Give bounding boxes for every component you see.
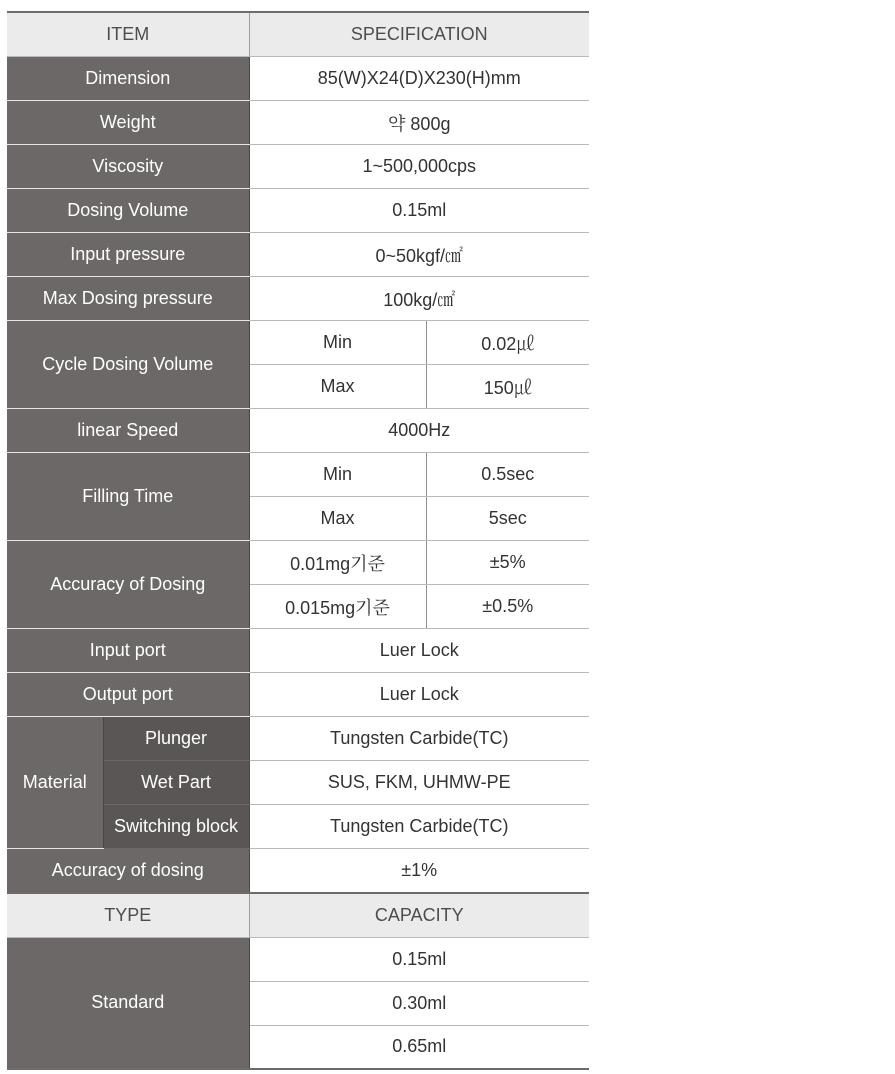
material-plunger-value: Tungsten Carbide(TC): [249, 717, 589, 761]
table-row: [7, 849, 589, 893]
capacity-header: CAPACITY: [249, 893, 589, 938]
table-row: [7, 453, 589, 497]
table-row: [7, 101, 589, 145]
row-label-accuracy-of-dosing: Accuracy of Dosing: [7, 541, 249, 629]
row-value-dimension: 85(W)X24(D)X230(H)mm: [249, 57, 589, 101]
cycle-min-value: 0.02㎕: [426, 321, 589, 365]
accuracy-condition-1: 0.01mg기준: [249, 541, 426, 585]
filling-max-label: Max: [249, 497, 426, 541]
header-row: [7, 12, 589, 57]
item-header: ITEM: [7, 12, 249, 57]
filling-max-value: 5sec: [426, 497, 589, 541]
row-label-max-dosing-pressure: Max Dosing pressure: [7, 277, 249, 321]
capacity-value: 0.30ml: [249, 981, 589, 1025]
type-header-row: [7, 893, 589, 938]
row-label-output-port: Output port: [7, 673, 249, 717]
material-wet-part-label: Wet Part: [103, 761, 249, 805]
accuracy-value-1: ±5%: [426, 541, 589, 585]
filling-min-value: 0.5sec: [426, 453, 589, 497]
table-row: [7, 409, 589, 453]
table-row: [7, 321, 589, 365]
specification-table: [7, 11, 589, 1070]
accuracy-value-2: ±0.5%: [426, 585, 589, 629]
specification-header: SPECIFICATION: [249, 12, 589, 57]
row-value-weight: 약 800g: [249, 101, 589, 145]
row-value-input-pressure: 0~50kgf/㎠: [249, 233, 589, 277]
accuracy-condition-2: 0.015mg기준: [249, 585, 426, 629]
row-value-output-port: Luer Lock: [249, 673, 589, 717]
table-row: [7, 277, 589, 321]
row-value-linear-speed: 4000Hz: [249, 409, 589, 453]
material-switching-block-label: Switching block: [103, 805, 249, 849]
material-wet-part-value: SUS, FKM, UHMW-PE: [249, 761, 589, 805]
material-plunger-label: Plunger: [103, 717, 249, 761]
row-label-dosing-volume: Dosing Volume: [7, 189, 249, 233]
row-value-input-port: Luer Lock: [249, 629, 589, 673]
table-row: [7, 233, 589, 277]
row-label-cycle-dosing-volume: Cycle Dosing Volume: [7, 321, 249, 409]
row-value-max-dosing-pressure: 100kg/㎠: [249, 277, 589, 321]
row-label-weight: Weight: [7, 101, 249, 145]
capacity-value: 0.65ml: [249, 1025, 589, 1069]
row-label-input-port: Input port: [7, 629, 249, 673]
row-label-material: Material: [7, 717, 103, 849]
table-row: [7, 717, 589, 761]
row-label-dimension: Dimension: [7, 57, 249, 101]
table-row: [7, 629, 589, 673]
row-value-viscosity: 1~500,000cps: [249, 145, 589, 189]
row-label-accuracy-of-dosing-2: Accuracy of dosing: [7, 849, 249, 893]
table-row: [7, 57, 589, 101]
cycle-max-label: Max: [249, 365, 426, 409]
cycle-min-label: Min: [249, 321, 426, 365]
material-switching-block-value: Tungsten Carbide(TC): [249, 805, 589, 849]
filling-min-label: Min: [249, 453, 426, 497]
row-label-filling-time: Filling Time: [7, 453, 249, 541]
capacity-value: 0.15ml: [249, 937, 589, 981]
table-row: [7, 189, 589, 233]
row-label-linear-speed: linear Speed: [7, 409, 249, 453]
table-row: [7, 937, 589, 981]
row-label-input-pressure: Input pressure: [7, 233, 249, 277]
cycle-max-value: 150㎕: [426, 365, 589, 409]
row-value-dosing-volume: 0.15ml: [249, 189, 589, 233]
row-value-accuracy-of-dosing-2: ±1%: [249, 849, 589, 893]
row-label-viscosity: Viscosity: [7, 145, 249, 189]
table-row: [7, 145, 589, 189]
type-header: TYPE: [7, 893, 249, 938]
table-row: [7, 673, 589, 717]
table-row: [7, 541, 589, 585]
row-label-standard: Standard: [7, 937, 249, 1069]
